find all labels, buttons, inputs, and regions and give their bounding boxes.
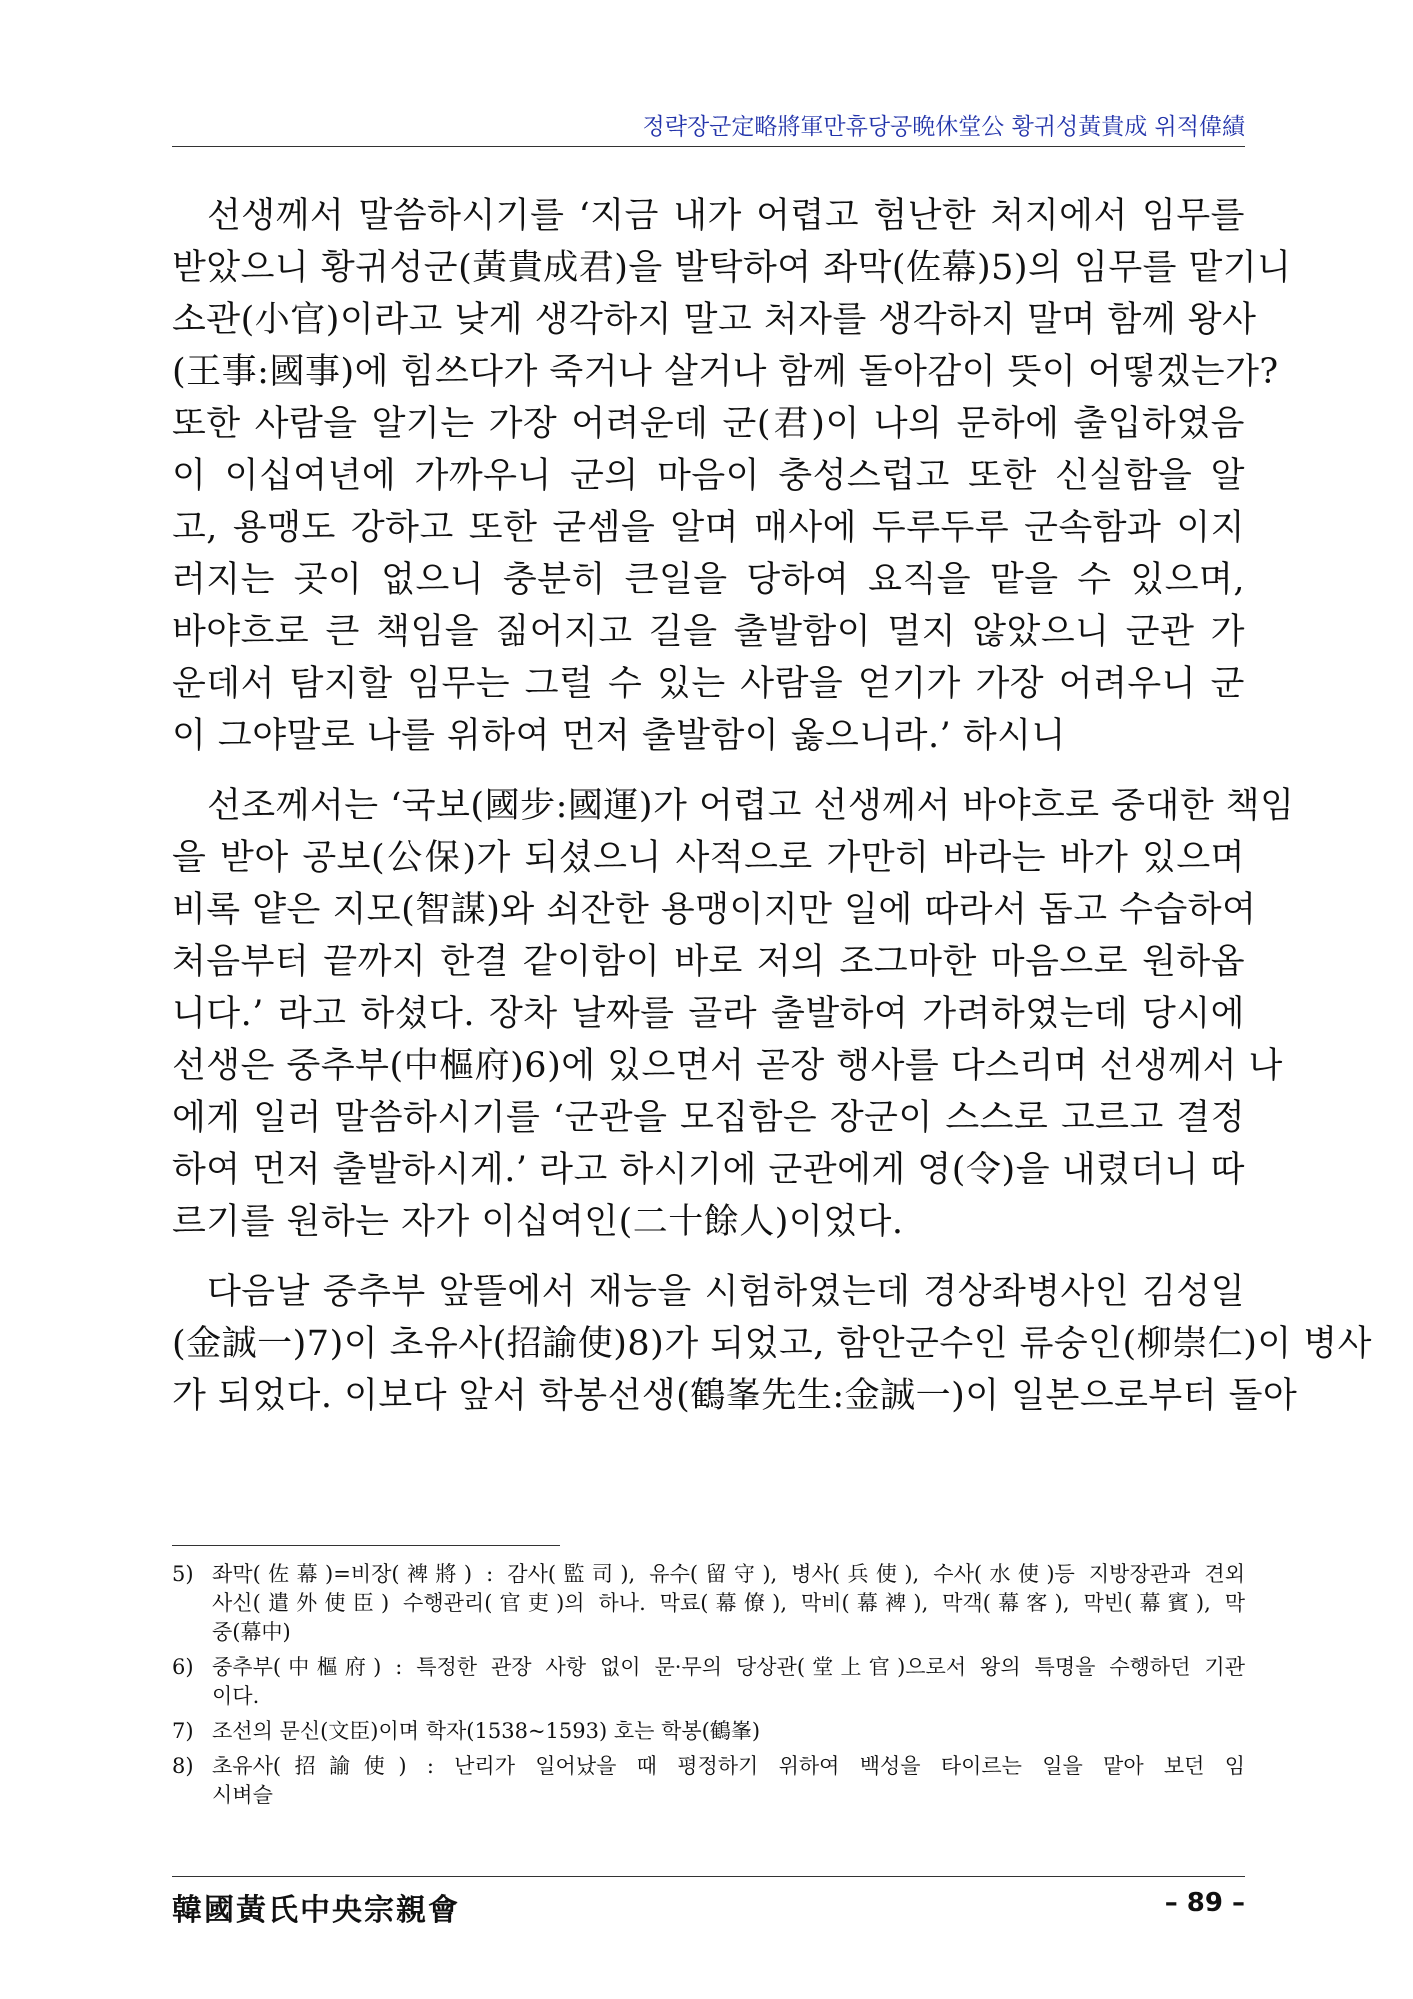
footnote-number: 6) bbox=[172, 1655, 194, 1679]
footnote-number: 7) bbox=[172, 1719, 194, 1743]
footnote-text: 좌막(佐幕)=비장(裨將) : 감사(監司), 유수(留守), 병사(兵使), 수사(水使)등 지방장관과 견외 bbox=[212, 1562, 1245, 1586]
header-rule bbox=[172, 146, 1245, 147]
text-line: 선생은 중추부(中樞府)6)에 있으면서 곧장 행사를 다스리며 선생께서 나 bbox=[172, 1046, 1283, 1086]
text-line: 다음날 중추부 앞뜰에서 재능을 시험하였는데 경상좌병사인 김성일 bbox=[207, 1272, 1245, 1312]
text-line: 이 이십여년에 가까우니 군의 마음이 충성스럽고 또한 신실함을 알 bbox=[172, 456, 1245, 496]
footnote bbox=[172, 1717, 1245, 1746]
organization-name: 韓國黃氏中央宗親會 bbox=[172, 1893, 460, 1928]
text-line: 르기를 원하는 자가 이십여인(二十餘人)이었다. bbox=[172, 1202, 904, 1242]
footnote-text: 중추부(中樞府) : 특정한 관장 사항 없이 문·무의 당상관(堂上官)으로서 왕의 특명을 수행하던 기관 bbox=[212, 1655, 1245, 1679]
text-line: 러지는 곳이 없으니 충분히 큰일을 당하여 요직을 맡을 수 있으며, bbox=[172, 560, 1245, 600]
text-line: 고, 용맹도 강하고 또한 굳셈을 알며 매사에 두루두루 군속함과 이지 bbox=[172, 508, 1245, 548]
text-line: (金誠一)7)이 초유사(招諭使)8)가 되었고, 함안군수인 류숭인(柳崇仁)이 병사 bbox=[172, 1324, 1372, 1364]
text-line: 에게 일러 말씀하시기를 ‘군관을 모집함은 장군이 스스로 고르고 결정 bbox=[172, 1098, 1245, 1138]
footnote-text: 이다. bbox=[212, 1684, 260, 1708]
text-line: 운데서 탐지할 임무는 그럴 수 있는 사람을 얻기가 가장 어려우니 군 bbox=[172, 664, 1245, 704]
footnote bbox=[172, 1653, 1245, 1711]
footnote-text: 초유사(招諭使) : 난리가 일어났을 때 평정하기 위하여 백성을 타이르는 일을 맡아 보던 임 bbox=[212, 1754, 1245, 1778]
footnote-text: 사신(遣外使臣) 수행관리(官吏)의 하나. 막료(幕僚), 막비(幕裨), 막객(幕客), 막빈(幕賓), 막 bbox=[212, 1591, 1245, 1615]
text-line: 선조께서는 ‘국보(國步:國運)가 어렵고 선생께서 바야흐로 중대한 책임 bbox=[207, 786, 1295, 826]
text-line: 하여 먼저 출발하시게.’ 라고 하시기에 군관에게 영(令)을 내렸더니 따 bbox=[172, 1150, 1245, 1190]
footnote-text: 중(幕中) bbox=[212, 1620, 291, 1644]
footnote-text: 조선의 문신(文臣)이며 학자(1538~1593) 호는 학봉(鶴峯) bbox=[212, 1719, 761, 1743]
footnote-number: 5) bbox=[172, 1562, 194, 1586]
text-line: 선생께서 말씀하시기를 ‘지금 내가 어렵고 험난한 처지에서 임무를 bbox=[207, 196, 1245, 236]
text-line: 받았으니 황귀성군(黃貴成君)을 발탁하여 좌막(佐幕)5)의 임무를 맡기니 bbox=[172, 248, 1292, 288]
text-line: 소관(小官)이라고 낮게 생각하지 말고 처자를 생각하지 말며 함께 왕사 bbox=[172, 300, 1257, 340]
text-line: 이 그야말로 나를 위하여 먼저 출발함이 옳으니라.’ 하시니 bbox=[172, 716, 1066, 756]
footnote-number: 8) bbox=[172, 1754, 194, 1778]
footnote bbox=[172, 1560, 1245, 1647]
paragraph bbox=[172, 780, 1295, 1248]
paragraph bbox=[172, 190, 1292, 762]
page-number: – 89 – bbox=[1164, 1888, 1245, 1918]
footnote bbox=[172, 1752, 1245, 1810]
text-line: 을 받아 공보(公保)가 되셨으니 사적으로 가만히 바라는 바가 있으며 bbox=[172, 838, 1245, 878]
text-line: 처음부터 끝까지 한결 같이함이 바로 저의 조그마한 마음으로 원하옵 bbox=[172, 942, 1245, 982]
text-line: 바야흐로 큰 책임을 짊어지고 길을 출발함이 멀지 않았으니 군관 가 bbox=[172, 612, 1245, 652]
text-line: 비록 얕은 지모(智謀)와 쇠잔한 용맹이지만 일에 따라서 돕고 수습하여 bbox=[172, 890, 1257, 930]
text-line: 가 되었다. 이보다 앞서 학봉선생(鶴峯先生:金誠一)이 일본으로부터 돌아 bbox=[172, 1376, 1298, 1416]
footer-rule bbox=[172, 1876, 1245, 1877]
text-line: 니다.’ 라고 하셨다. 장차 날짜를 골라 출발하여 가려하였는데 당시에 bbox=[172, 994, 1245, 1034]
text-line: 또한 사람을 알기는 가장 어려운데 군(君)이 나의 문하에 출입하였음 bbox=[172, 404, 1245, 444]
footnotes bbox=[172, 1560, 1245, 1816]
footnote-rule bbox=[172, 1545, 560, 1546]
text-line: (王事:國事)에 힘쓰다가 죽거나 살거나 함께 돌아감이 뜻이 어떻겠는가? bbox=[172, 352, 1279, 392]
body-text bbox=[172, 190, 1372, 1428]
paragraph bbox=[172, 1266, 1372, 1422]
footnote-text: 시벼슬 bbox=[212, 1783, 273, 1807]
running-header: 정략장군定略將軍만휴당공晩休堂公 황귀성黃貴成 위적偉績 bbox=[642, 114, 1245, 140]
